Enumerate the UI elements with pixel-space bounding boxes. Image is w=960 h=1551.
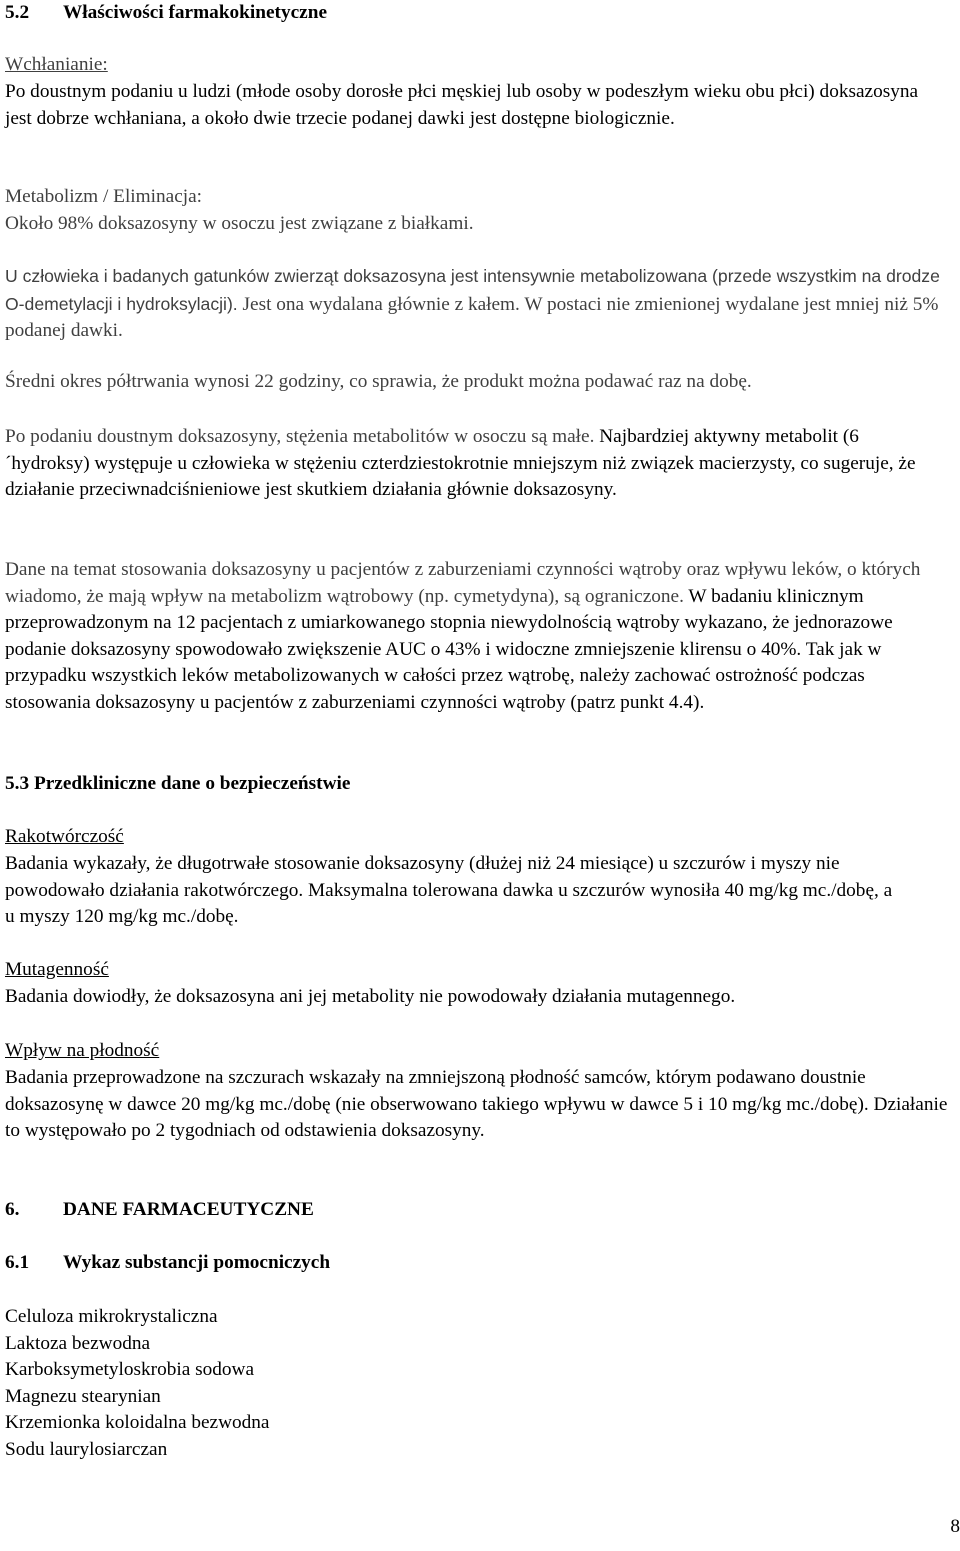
mutagenicity-heading: Mutagenność: [5, 959, 109, 980]
list-item: Magnezu stearynian: [5, 1385, 161, 1407]
fertility-paragraph: Badania przeprowadzone na szczurach wskazały na zmniejszoną płodność samców, którym podawano doustnie doksazosynę w dawce 20 mg/kg mc./dobę (nie obserwowano takiego wpływu w dawce 5 i 10 mg/kg mc./dobę). Działanie to występowało po 2 tygodniach od odstawienia doksazosyny.: [5, 1067, 948, 1141]
metabolism-heading: Metabolizm / Eliminacja:: [5, 186, 203, 207]
list-item: Sodu laurylosiarczan: [5, 1438, 168, 1460]
section-number: 6.: [5, 1199, 20, 1220]
section-title: Wykaz substancji pomocniczych: [63, 1252, 331, 1273]
section-heading-6: [5, 1197, 955, 1224]
list-item: Celuloza mikrokrystaliczna: [5, 1306, 218, 1327]
list-item: Karboksymetyloskrobia sodowa: [5, 1359, 255, 1380]
section-heading-5-3: [5, 771, 955, 798]
page-number: 8: [950, 1516, 960, 1537]
section-number: 6.1: [5, 1252, 30, 1273]
section-title: DANE FARMACEUTYCZNE: [63, 1199, 314, 1220]
metabolism-paragraph: Około 98% doksazosyny w osoczu jest związane z białkami.: [5, 213, 474, 234]
excipient-list: [5, 1304, 955, 1463]
section-number: 5.3: [5, 773, 30, 794]
absorption-paragraph: Po doustnym podaniu u ludzi (młode osoby dorosłe płci męskiej lub osoby w podeszłym wieku obu płci) doksazosyna jest dobrze wchłaniana, a około dwie trzecie podanej dawki jest dostępne biologicznie.: [5, 81, 919, 129]
section-title: Przedkliniczne dane o bezpieczeństwie: [33, 773, 351, 794]
fertility-heading: Wpływ na płodność: [5, 1040, 160, 1061]
metabolites-paragraph: Po podaniu doustnym doksazosyny, stężenia metabolitów w osoczu są małe. Najbardziej aktywny metabolit (6´hydroksy) występuje u człowieka w stężeniu czterdziestokrotnie mniejszym niż związek macierzysty, co sugeruje, że działanie przeciwnadciśnieniowe jest skutkiem działania głównie doksazosyny.: [5, 426, 916, 500]
half-life-paragraph: Średni okres półtrwania wynosi 22 godziny, co sprawia, że produkt można podawać raz na dobę.: [5, 371, 752, 392]
section-number: 5.2: [5, 2, 30, 23]
absorption-heading: Wchłanianie:: [5, 54, 108, 75]
section-heading-5-2: [5, 0, 955, 27]
section-title: Właściwości farmakokinetyczne: [63, 2, 328, 23]
carcinogenicity-paragraph: Badania wykazały, że długotrwałe stosowanie doksazosyny (dłużej niż 24 miesiące) u szczurów i myszy nie powodowało działania rakotwórczego. Maksymalna tolerowana dawka u szczurów wynosiła 40 mg/kg mc./dobę, a u myszy 120 mg/kg mc./dobę.: [5, 853, 893, 927]
hepatic-impairment-paragraph: Dane na temat stosowania doksazosyny u pacjentów z zaburzeniami czynności wątroby oraz wpływu leków, o których wiadomo, że mają wpływ na metabolizm wątrobowy (np. cymetydyna), są ograniczone. W badaniu klinicznym przeprowadzonym na 12 pacjentach z umiarkowanego stopnia niewydolnością wątroby wykazano, że jednorazowe podanie doksazosyny spowodowało zwiększenie AUC o 43% i widoczne zmniejszenie klirensu o 40%. Tak jak w przypadku wszystkich leków metabolizowanych w całości przez wątrobę, należy zachować ostrożność podczas stosowania doksazosyny u pacjentów z zaburzeniami czynności wątroby (patrz punkt 4.4).: [5, 559, 921, 713]
carcinogenicity-heading: Rakotwórczość: [5, 826, 124, 847]
list-item: Laktoza bezwodna: [5, 1332, 151, 1354]
mutagenicity-paragraph: Badania dowiodły, że doksazosyna ani jej metabolity nie powodowały działania mutagennego.: [5, 986, 736, 1007]
list-item: Krzemionka koloidalna bezwodna: [5, 1412, 270, 1433]
metabolism-detail-paragraph: U człowieka i badanych gatunków zwierząt doksazosyna jest intensywnie metabolizowana (przede wszystkim na drodze O-demetylacji i hydroksylacji). Jest ona wydalana głównie z kałem. W postaci nie zmienionej wydalane jest mniej niż 5% podanej dawki.: [5, 266, 940, 341]
section-heading-6-1: [5, 1250, 955, 1277]
